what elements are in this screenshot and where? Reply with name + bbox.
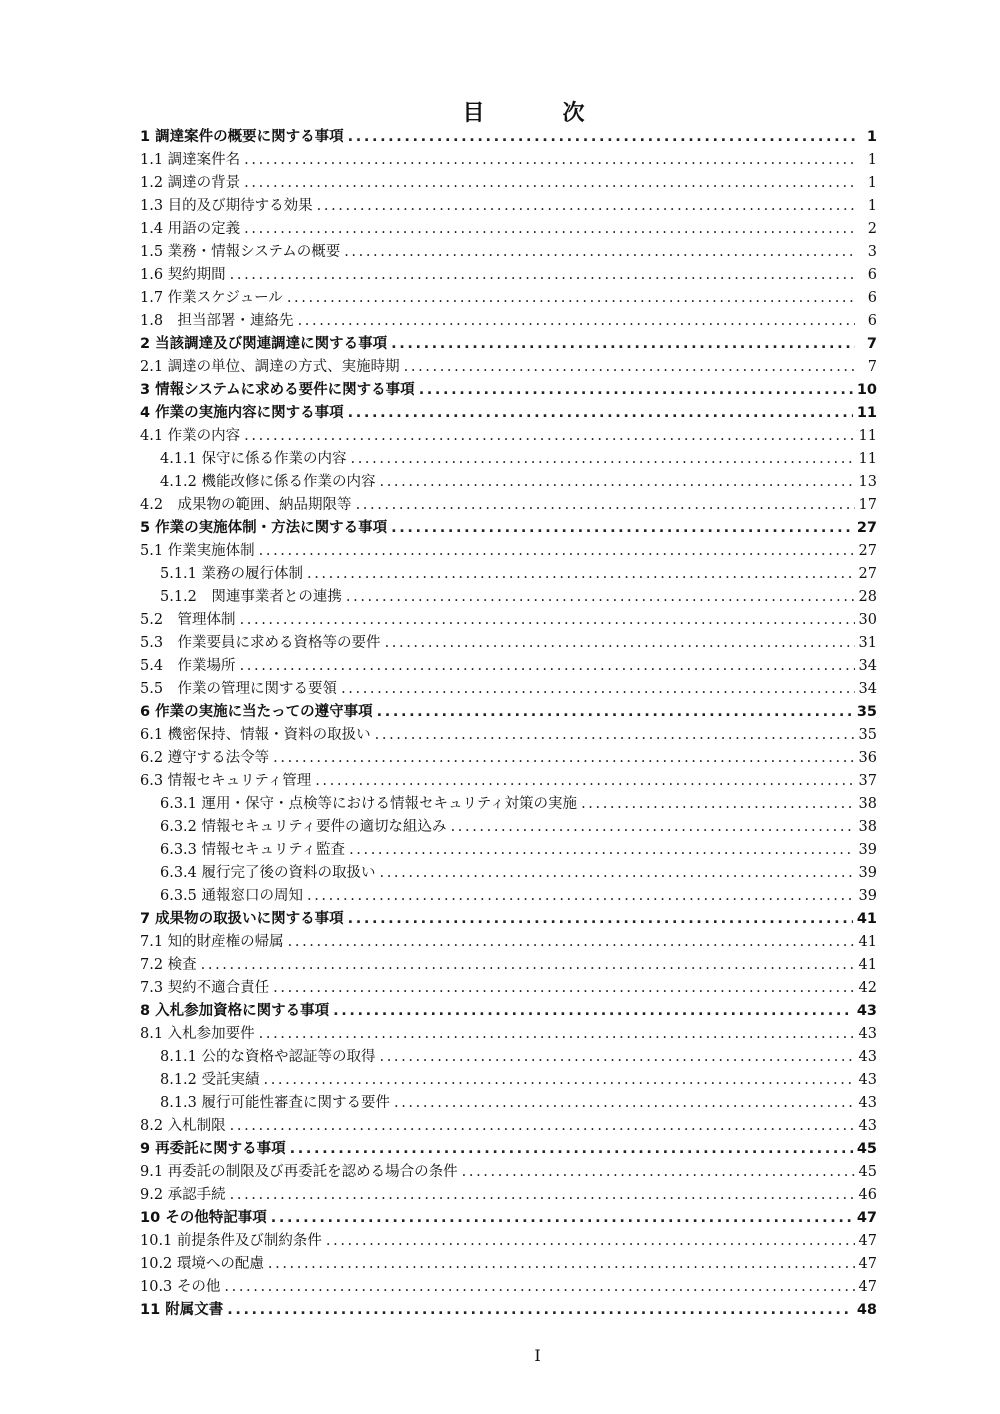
toc-entry-page-number: 30 xyxy=(858,612,877,628)
toc-entry-label: 1.7 作業スケジュール xyxy=(140,290,283,306)
toc-entry-page-number: 39 xyxy=(858,842,877,858)
dot-leader xyxy=(290,1138,853,1161)
toc-entry-page-number: 37 xyxy=(858,773,877,789)
dot-leader xyxy=(224,1276,854,1299)
toc-entry-page-number: 43 xyxy=(858,1072,877,1088)
toc-entry-page-number: 47 xyxy=(858,1233,877,1249)
toc-entry-label: 9 再委託に関する事項 xyxy=(140,1141,286,1157)
toc-entry-page-number: 46 xyxy=(858,1187,877,1203)
dot-leader xyxy=(333,1000,853,1023)
dot-leader xyxy=(287,287,855,310)
toc-entry-page-number: 47 xyxy=(858,1256,877,1272)
dot-leader xyxy=(273,747,854,770)
toc-entry[interactable] xyxy=(140,885,877,908)
toc-entry[interactable] xyxy=(140,1069,877,1092)
toc-entry-label: 5.1.2 関連事業者との連携 xyxy=(160,589,342,605)
dot-leader xyxy=(419,379,853,402)
toc-entry-label: 1.8 担当部署・連絡先 xyxy=(140,313,294,329)
dot-leader xyxy=(240,655,855,678)
toc-entry[interactable] xyxy=(140,1023,877,1046)
toc-entry-label: 1 調達案件の概要に関する事項 xyxy=(140,129,344,145)
dot-leader xyxy=(317,195,855,218)
dot-leader xyxy=(244,149,855,172)
toc-entry[interactable] xyxy=(140,770,877,793)
toc-entry-page-number: 43 xyxy=(858,1026,877,1042)
toc-entry-page-number: 27 xyxy=(858,543,877,559)
toc-entry-label: 8.2 入札制限 xyxy=(140,1118,226,1134)
toc-entry-label: 8.1.1 公的な資格や認証等の取得 xyxy=(160,1049,376,1065)
toc-entry[interactable] xyxy=(140,425,877,448)
toc-entry-page-number: 41 xyxy=(858,957,877,973)
toc-entry[interactable] xyxy=(140,1046,877,1069)
toc-entry-label: 6 作業の実施に当たっての遵守事項 xyxy=(140,704,373,720)
dot-leader xyxy=(244,218,855,241)
toc-entry-page-number: 1 xyxy=(867,152,877,168)
toc-entry-page-number: 43 xyxy=(858,1049,877,1065)
toc-entry-page-number: 13 xyxy=(858,474,877,490)
toc-entry[interactable] xyxy=(140,908,877,931)
toc-entry-label: 8.1.2 受託実績 xyxy=(160,1072,260,1088)
dot-leader xyxy=(451,816,855,839)
toc-entry-label: 5 作業の実施体制・方法に関する事項 xyxy=(140,520,388,536)
toc-entry[interactable] xyxy=(140,471,877,494)
toc-entry-page-number: 10 xyxy=(856,382,877,398)
toc-entry-page-number: 41 xyxy=(856,911,877,927)
dot-leader xyxy=(380,862,855,885)
toc-entry[interactable] xyxy=(140,655,877,678)
toc-entry[interactable] xyxy=(140,126,877,149)
toc-entry-page-number: 38 xyxy=(858,796,877,812)
toc-entry[interactable] xyxy=(140,172,877,195)
dot-leader xyxy=(230,1184,855,1207)
toc-entry[interactable] xyxy=(140,333,877,356)
toc-entry[interactable] xyxy=(140,149,877,172)
toc-entry-label: 6.3.3 情報セキュリティ監査 xyxy=(160,842,346,858)
toc-entry-page-number: 1 xyxy=(867,175,877,191)
dot-leader xyxy=(240,609,855,632)
toc-entry-page-number: 34 xyxy=(858,681,877,697)
toc-entry[interactable] xyxy=(140,701,877,724)
dot-leader xyxy=(307,563,855,586)
toc-entry[interactable] xyxy=(140,379,877,402)
toc-entry[interactable] xyxy=(140,1207,877,1230)
toc-entry-label: 1.6 契約期間 xyxy=(140,267,226,283)
toc-entry-label: 8.1 入札参加要件 xyxy=(140,1026,255,1042)
dot-leader xyxy=(349,839,854,862)
toc-entry-page-number: 1 xyxy=(866,129,877,145)
toc-entry[interactable] xyxy=(140,862,877,885)
toc-entry-label: 1.3 目的及び期待する効果 xyxy=(140,198,313,214)
toc-entry-page-number: 45 xyxy=(856,1141,877,1157)
dot-leader xyxy=(244,425,854,448)
toc-entry[interactable] xyxy=(140,678,877,701)
toc-entry-label: 9.2 承認手続 xyxy=(140,1187,226,1203)
toc-entry-page-number: 45 xyxy=(858,1164,877,1180)
toc-entry[interactable] xyxy=(140,356,877,379)
toc-entry-page-number: 43 xyxy=(858,1095,877,1111)
toc-entry-page-number: 34 xyxy=(858,658,877,674)
toc-entry[interactable] xyxy=(140,1253,877,1276)
toc-entry-label: 4.1 作業の内容 xyxy=(140,428,241,444)
dot-leader xyxy=(351,448,855,471)
toc-entry-label: 6.3 情報セキュリティ管理 xyxy=(140,773,312,789)
toc-entry-page-number: 7 xyxy=(866,336,877,352)
toc-entry[interactable] xyxy=(140,1230,877,1253)
toc-entry-label: 5.3 作業要員に求める資格等の要件 xyxy=(140,635,381,651)
dot-leader xyxy=(348,126,855,149)
toc-entry-page-number: 43 xyxy=(858,1118,877,1134)
toc-entry-label: 1.1 調達案件名 xyxy=(140,152,241,168)
toc-entry[interactable] xyxy=(140,954,877,977)
dot-leader xyxy=(259,540,855,563)
toc-entry-page-number: 39 xyxy=(858,865,877,881)
dot-leader xyxy=(346,586,855,609)
toc-entry-label: 6.3.4 履行完了後の資料の取扱い xyxy=(160,865,376,881)
dot-leader xyxy=(259,1023,855,1046)
toc-entry[interactable] xyxy=(140,931,877,954)
toc-entry-page-number: 35 xyxy=(856,704,877,720)
toc-entry-label: 1.4 用語の定義 xyxy=(140,221,241,237)
toc-entry[interactable] xyxy=(140,1138,877,1161)
toc-entry-label: 6.2 遵守する法令等 xyxy=(140,750,270,766)
dot-leader xyxy=(227,1299,853,1322)
dot-leader xyxy=(288,931,855,954)
toc-entry[interactable] xyxy=(140,1161,877,1184)
toc-entry[interactable] xyxy=(140,1000,877,1023)
toc-entry[interactable] xyxy=(140,310,877,333)
toc-entry[interactable] xyxy=(140,816,877,839)
toc-entry[interactable] xyxy=(140,839,877,862)
dot-leader xyxy=(375,724,855,747)
toc-entry-page-number: 7 xyxy=(867,359,877,375)
toc-entry-page-number: 6 xyxy=(867,290,877,306)
dot-leader xyxy=(348,908,853,931)
toc-entry-label: 5.1 作業実施体制 xyxy=(140,543,255,559)
toc-entry[interactable] xyxy=(140,195,877,218)
toc-entry-page-number: 36 xyxy=(858,750,877,766)
dot-leader xyxy=(380,1046,855,1069)
toc-entry-label: 5.4 作業場所 xyxy=(140,658,236,674)
toc-entry-label: 4.1.2 機能改修に係る作業の内容 xyxy=(160,474,376,490)
toc-entry[interactable] xyxy=(140,1299,877,1322)
dot-leader xyxy=(315,770,854,793)
toc-entry-label: 4.1.1 保守に係る作業の内容 xyxy=(160,451,347,467)
toc-entry-page-number: 27 xyxy=(856,520,877,536)
dot-leader xyxy=(404,356,855,379)
toc-entry-page-number: 48 xyxy=(856,1302,877,1318)
page-title: 目 次 xyxy=(462,100,613,126)
toc-entry-label: 10.2 環境への配慮 xyxy=(140,1256,264,1272)
toc-entry[interactable] xyxy=(140,1276,877,1299)
toc-entry-label: 10.1 前提条件及び制約条件 xyxy=(140,1233,322,1249)
page-number-footer: I xyxy=(534,1346,541,1365)
dot-leader xyxy=(326,1230,855,1253)
toc-entry[interactable] xyxy=(140,448,877,471)
dot-leader xyxy=(230,264,855,287)
toc-entry[interactable] xyxy=(140,218,877,241)
dot-leader xyxy=(271,1207,853,1230)
toc-entry-page-number: 6 xyxy=(867,267,877,283)
toc-entry[interactable] xyxy=(140,540,877,563)
toc-entry[interactable] xyxy=(140,724,877,747)
toc-entry-label: 7 成果物の取扱いに関する事項 xyxy=(140,911,344,927)
toc-entry-label: 1.5 業務・情報システムの概要 xyxy=(140,244,341,260)
dot-leader xyxy=(391,517,853,540)
dot-leader xyxy=(307,885,855,908)
toc-entry[interactable] xyxy=(140,1092,877,1115)
toc-entry-label: 8 入札参加資格に関する事項 xyxy=(140,1003,330,1019)
dot-leader xyxy=(462,1161,855,1184)
toc-entry-label: 6.3.2 情報セキュリティ要件の適切な組込み xyxy=(160,819,447,835)
toc-entry-label: 4 作業の実施内容に関する事項 xyxy=(140,405,344,421)
toc-entry-page-number: 47 xyxy=(858,1279,877,1295)
toc-entry-page-number: 31 xyxy=(858,635,877,651)
toc-entry-label: 6.3.5 通報窓口の周知 xyxy=(160,888,304,904)
toc-entry-page-number: 6 xyxy=(867,313,877,329)
toc-entry-label: 1.2 調達の背景 xyxy=(140,175,241,191)
toc-entry[interactable] xyxy=(140,517,877,540)
toc-entry-page-number: 42 xyxy=(858,980,877,996)
toc-entry-page-number: 11 xyxy=(856,405,877,421)
dot-leader xyxy=(230,1115,855,1138)
toc-entry-label: 6.1 機密保持、情報・資料の取扱い xyxy=(140,727,371,743)
toc-entry-page-number: 43 xyxy=(856,1003,877,1019)
table-of-contents xyxy=(140,126,877,1322)
toc-entry[interactable] xyxy=(140,793,877,816)
toc-entry-label: 5.2 管理体制 xyxy=(140,612,236,628)
dot-leader xyxy=(273,977,854,1000)
toc-entry-page-number: 35 xyxy=(858,727,877,743)
toc-entry[interactable] xyxy=(140,494,877,517)
toc-entry-page-number: 11 xyxy=(858,451,877,467)
toc-entry[interactable] xyxy=(140,241,877,264)
dot-leader xyxy=(244,172,855,195)
toc-entry-page-number: 3 xyxy=(867,244,877,260)
toc-entry-label: 7.1 知的財産権の帰属 xyxy=(140,934,284,950)
toc-entry-page-number: 2 xyxy=(867,221,877,237)
toc-entry-label: 2.1 調達の単位、調達の方式、実施時期 xyxy=(140,359,400,375)
toc-entry-label: 6.3.1 運用・保守・点検等における情報セキュリティ対策の実施 xyxy=(160,796,578,812)
toc-entry-page-number: 41 xyxy=(858,934,877,950)
dot-leader xyxy=(380,471,855,494)
dot-leader xyxy=(581,793,854,816)
toc-entry-label: 5.5 作業の管理に関する要領 xyxy=(140,681,338,697)
toc-entry-page-number: 28 xyxy=(858,589,877,605)
dot-leader xyxy=(264,1069,855,1092)
toc-entry-page-number: 47 xyxy=(856,1210,877,1226)
toc-entry-page-number: 1 xyxy=(867,198,877,214)
dot-leader xyxy=(341,678,854,701)
toc-entry-page-number: 27 xyxy=(858,566,877,582)
toc-entry-label: 2 当該調達及び関連調達に関する事項 xyxy=(140,336,388,352)
toc-entry-label: 9.1 再委託の制限及び再委託を認める場合の条件 xyxy=(140,1164,458,1180)
toc-entry[interactable] xyxy=(140,264,877,287)
dot-leader xyxy=(201,954,855,977)
toc-entry-label: 5.1.1 業務の履行体制 xyxy=(160,566,304,582)
toc-entry-page-number: 17 xyxy=(858,497,877,513)
toc-entry-page-number: 39 xyxy=(858,888,877,904)
dot-leader xyxy=(298,310,855,333)
toc-entry[interactable] xyxy=(140,1115,877,1138)
toc-entry-page-number: 38 xyxy=(858,819,877,835)
toc-entry-label: 10.3 その他 xyxy=(140,1279,221,1295)
dot-leader xyxy=(348,402,853,425)
toc-entry[interactable] xyxy=(140,563,877,586)
dot-leader xyxy=(344,241,855,264)
toc-entry-label: 7.3 契約不適合責任 xyxy=(140,980,270,996)
dot-leader xyxy=(385,632,855,655)
toc-entry[interactable] xyxy=(140,609,877,632)
toc-entry[interactable] xyxy=(140,632,877,655)
toc-entry-label: 3 情報システムに求める要件に関する事項 xyxy=(140,382,415,398)
toc-entry-page-number: 11 xyxy=(858,428,877,444)
toc-entry[interactable] xyxy=(140,977,877,1000)
toc-entry-label: 4.2 成果物の範囲、納品期限等 xyxy=(140,497,352,513)
dot-leader xyxy=(394,1092,855,1115)
toc-entry-label: 8.1.3 履行可能性審査に関する要件 xyxy=(160,1095,391,1111)
toc-entry[interactable] xyxy=(140,287,877,310)
toc-entry[interactable] xyxy=(140,402,877,425)
dot-leader xyxy=(356,494,855,517)
toc-entry[interactable] xyxy=(140,1184,877,1207)
toc-entry-label: 7.2 検査 xyxy=(140,957,197,973)
dot-leader xyxy=(377,701,853,724)
toc-entry-label: 11 附属文書 xyxy=(140,1302,224,1318)
toc-entry[interactable] xyxy=(140,747,877,770)
toc-entry-label: 10 その他特記事項 xyxy=(140,1210,267,1226)
toc-entry[interactable] xyxy=(140,586,877,609)
dot-leader xyxy=(268,1253,855,1276)
dot-leader xyxy=(391,333,855,356)
